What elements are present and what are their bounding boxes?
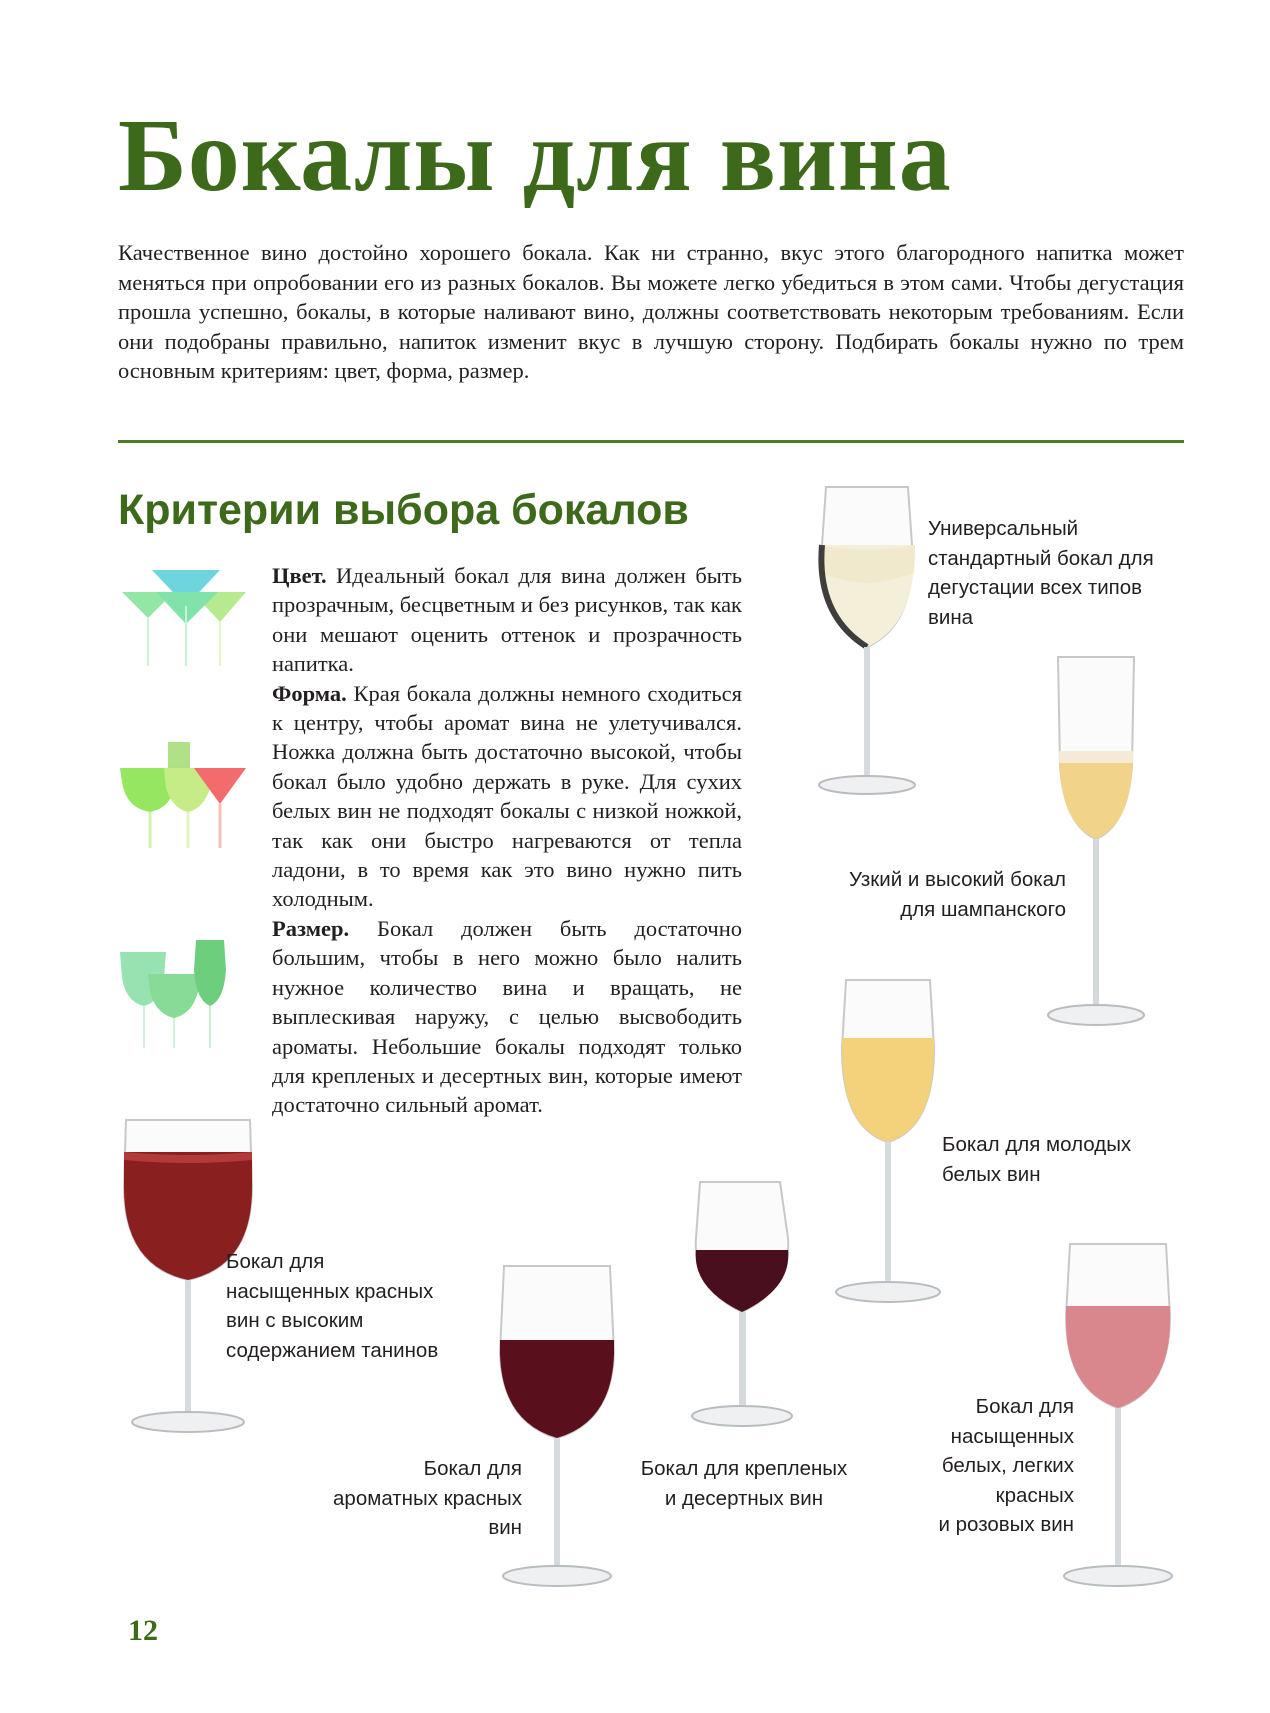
- caption-line: содержанием танинов: [226, 1338, 439, 1362]
- caption-young-white: [942, 1130, 1131, 1189]
- caption-line: Узкий и высокий бокал: [849, 868, 1066, 891]
- fortified-glass-image: [684, 1178, 800, 1434]
- caption-line: Бокал для молодых: [942, 1133, 1132, 1156]
- caption-line: вина: [928, 605, 974, 629]
- caption-rich-red: [226, 1247, 438, 1365]
- caption-line: ароматных красных: [333, 1486, 522, 1510]
- criterion-text-color: Идеальный бокал для вина должен быть прозрачным, бесцветным и без рисунков, так как они мешают оценить оттенок и прозрачность напитка.: [272, 563, 742, 677]
- intro-paragraph: Качественное вино достойно хорошего бокала. Как ни странно, вкус этого благородного напитка может меняться при опробовании его из разных бокалов. Вы можете легко убедиться в этом сами. Чтобы дегустация прошла успешно, бокалы, в которые наливают вино, должны соответствовать некоторым требованиям. Если они подобраны правильно, напиток изменит вкус в лучшую сторону. Подбирать бокалы нужно по трем основным критериям: цвет, форма, размер.: [118, 240, 1184, 383]
- caption-line: вин: [488, 1516, 522, 1539]
- caption-champagne: [796, 865, 1066, 924]
- caption-line: Бокал для: [226, 1250, 325, 1273]
- criterion-text-shape: Края бокала должны немного сходиться к центру, чтобы аромат вина не улетучивался. Ножка должна быть достаточно высокой, чтобы бокал было удобно держать в руке. Для сухих белых вин не подходят бокалы с низкой ножкой, так как они быстро нагреваются от тепла ладони, в то время как это вино нужно пить холодным.: [272, 680, 742, 912]
- aromatic-red-glass-image: [494, 1262, 620, 1592]
- caption-fortified: [626, 1454, 862, 1513]
- criterion-term-shape: Форма.: [272, 680, 347, 706]
- color-glasses-icon: [122, 566, 252, 668]
- criteria-text: [272, 561, 742, 1120]
- champagne-glass-image: [1040, 655, 1152, 1031]
- caption-line: белых вин: [942, 1162, 1041, 1186]
- caption-line: насыщенных: [950, 1424, 1074, 1448]
- caption-aromatic-red: [300, 1454, 522, 1543]
- rose-glass-image: [1056, 1240, 1180, 1592]
- shape-glasses-icon: [120, 742, 248, 850]
- size-glasses-icon: [120, 940, 236, 1050]
- caption-rich-white: [860, 1392, 1074, 1540]
- caption-line: и розовых вин: [938, 1513, 1074, 1536]
- caption-line: Бокал для крепленых: [640, 1457, 848, 1480]
- caption-line: Бокал для: [423, 1457, 522, 1480]
- caption-line: для шампанского: [900, 897, 1066, 921]
- caption-line: Универсальный: [928, 517, 1079, 540]
- young-white-glass-image: [830, 978, 946, 1310]
- section-divider: [118, 440, 1184, 443]
- page-number: 12: [128, 1614, 158, 1647]
- caption-line: вин с высоким: [226, 1309, 364, 1332]
- caption-line: стандартный бокал для: [928, 546, 1154, 570]
- caption-universal: [928, 514, 1154, 632]
- universal-glass-image: [812, 485, 922, 799]
- caption-line: белых, легких: [941, 1454, 1074, 1477]
- page-title: Бокалы для вина: [118, 98, 952, 213]
- section-title: Критерии выбора бокалов: [118, 486, 689, 534]
- caption-line: красных: [995, 1483, 1074, 1507]
- criterion-term-color: Цвет.: [272, 563, 327, 588]
- caption-line: и десертных вин: [664, 1486, 824, 1510]
- caption-line: насыщенных красных: [226, 1279, 434, 1303]
- criterion-text-size: Бокал должен быть достаточно большим, чтобы в него можно было налить нужное количество вина и вращать, не выплескивая наружу, с целью высвободить ароматы. Небольшие бокалы подходят только для крепленых и десертных вин, которые имеют достаточно сильный аромат.: [272, 915, 742, 1118]
- caption-line: дегустации всех типов: [928, 576, 1143, 599]
- criterion-term-size: Размер.: [272, 915, 350, 941]
- caption-line: Бокал для: [975, 1395, 1074, 1418]
